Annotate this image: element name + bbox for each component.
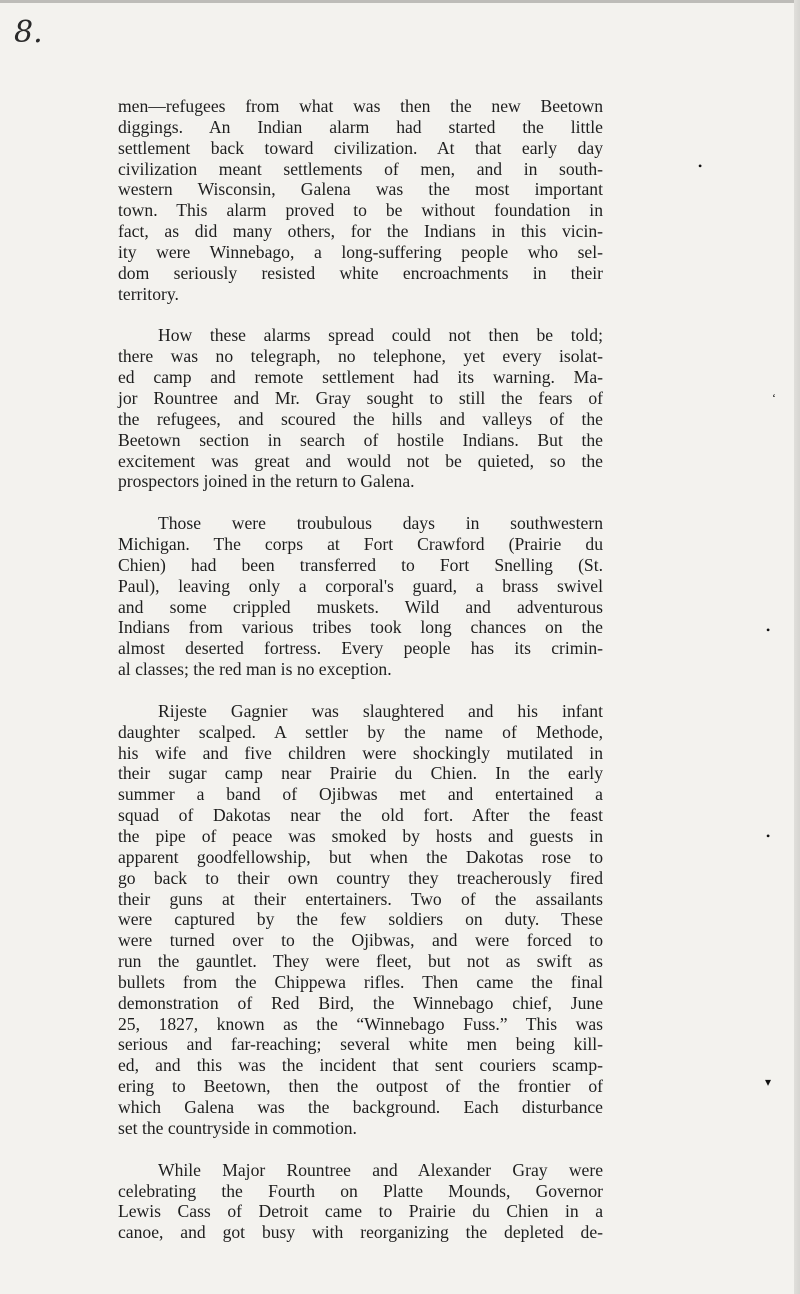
text-line: prospectors joined in the return to Galena. [118,471,415,492]
text-line: the pipe of peace was smoked by hosts and guests in [118,826,603,846]
text-line: ed camp and remote settlement had its warning. Ma- [118,367,603,388]
margin-tick-mark: ‘ [772,391,776,405]
text-line: ity were Winnebago, a long-suffering people who sel- [118,241,603,262]
text-line: men—refugees from what was then the new Beetown [118,96,603,116]
text-line: Michigan. The corps at Fort Crawford (Prairie du [118,534,603,555]
text-line: the refugees, and scoured the hills and valleys of the [118,408,603,429]
text-line [118,325,603,346]
text-line: were captured by the few soldiers on duty. These [118,909,603,930]
paragraph-2 [118,325,603,492]
text-line: set the countryside in commotion. [118,1117,357,1138]
text-line [118,701,603,722]
text-line: jor Rountree and Mr. Gray sought to still the fears of [118,387,603,408]
text-line: almost deserted fortress. Every people has its crimin- [118,638,603,659]
text-line: their sugar camp near Prairie du Chien. In the early [118,763,603,784]
text-line: celebrating the Fourth on Platte Mounds, Governor [118,1180,603,1201]
text-line: demonstration of Red Bird, the Winnebago chief, June [118,992,603,1013]
text-line: 25, 1827, known as the “Winnebago Fuss.” This was [118,1013,603,1034]
text-line-content: How these alarms spread could not then be told; [158,325,603,346]
text-line: his wife and five children were shockingly mutilated in [118,742,603,763]
text-line: which Galena was the background. Each disturbance [118,1096,603,1117]
text-line: Chien) had been transferred to Fort Snelling (St. [118,554,603,575]
paragraph-1 [118,96,603,304]
text-line: dom seriously resisted white encroachments in their [118,262,603,283]
text-line: Lewis Cass of Detroit came to Prairie du Chien in a [118,1201,603,1222]
text-line [118,513,603,534]
text-line: go back to their own country they treacherously fired [118,867,603,888]
text-line: Beetown section in search of hostile Indians. But the [118,429,603,450]
text-line-content: Rijeste Gagnier was slaughtered and his infant [158,700,603,721]
text-line: run the gauntlet. They were fleet, but not as swift as [118,951,603,972]
text-line: were turned over to the Ojibwas, and were forced to [118,930,603,951]
paragraph-5 [118,1160,603,1243]
text-line: daughter scalped. A settler by the name of Methode, [118,721,603,742]
margin-dot-mark: • [766,829,771,843]
text-line: summer a band of Ojibwas met and entertained a [118,784,603,805]
margin-dot-mark: • [766,623,771,637]
text-line: ering to Beetown, then the outpost of the frontier of [118,1076,603,1097]
text-line: western Wisconsin, Galena was the most important [118,179,603,200]
text-line: serious and far-reaching; several white men being kill- [118,1034,603,1055]
page-number: 8. [14,15,43,50]
text-line: canoe, and got busy with reorganizing the depleted de- [118,1222,603,1243]
text-line: their guns at their entertainers. Two of the assailants [118,888,603,909]
paragraph-3 [118,513,603,680]
text-line: fact, as did many others, for the Indians in this vicin- [118,221,603,242]
margin-dot-mark: • [698,159,703,173]
text-line: and some crippled muskets. Wild and adventurous [118,596,603,617]
text-line: al classes; the red man is no exception. [118,659,392,680]
paragraph-4 [118,701,603,1139]
text-line: civilization meant settlements of men, and in south- [118,158,603,179]
text-line-content: While Major Rountree and Alexander Gray were [158,1159,603,1180]
text-line: apparent goodfellowship, but when the Dakotas rose to [118,846,603,867]
text-line: excitement was great and would not be quieted, so the [118,450,603,471]
text-line: bullets from the Chippewa rifles. Then came the final [118,971,603,992]
text-line: Paul), leaving only a corporal's guard, a brass swivel [118,575,603,596]
text-line: squad of Dakotas near the old fort. After the feast [118,805,603,826]
text-line: ed, and this was the incident that sent couriers scamp- [118,1055,603,1076]
text-line-content: Those were troubulous days in southwestern [158,513,603,534]
text-line: town. This alarm proved to be without foundation in [118,200,603,221]
text-line [118,1160,603,1181]
text-line: there was no telegraph, no telephone, yet every isolat- [118,346,603,367]
page-top-edge [0,0,800,3]
text-line: Indians from various tribes took long chances on the [118,617,603,638]
page-right-edge [794,0,800,1294]
text-line: settlement back toward civilization. At that early day [118,137,603,158]
text-line: territory. [118,283,179,304]
text-line: diggings. An Indian alarm had started the little [118,116,603,137]
margin-arrow-mark: ▾ [765,1075,772,1089]
text-column [118,96,603,1264]
